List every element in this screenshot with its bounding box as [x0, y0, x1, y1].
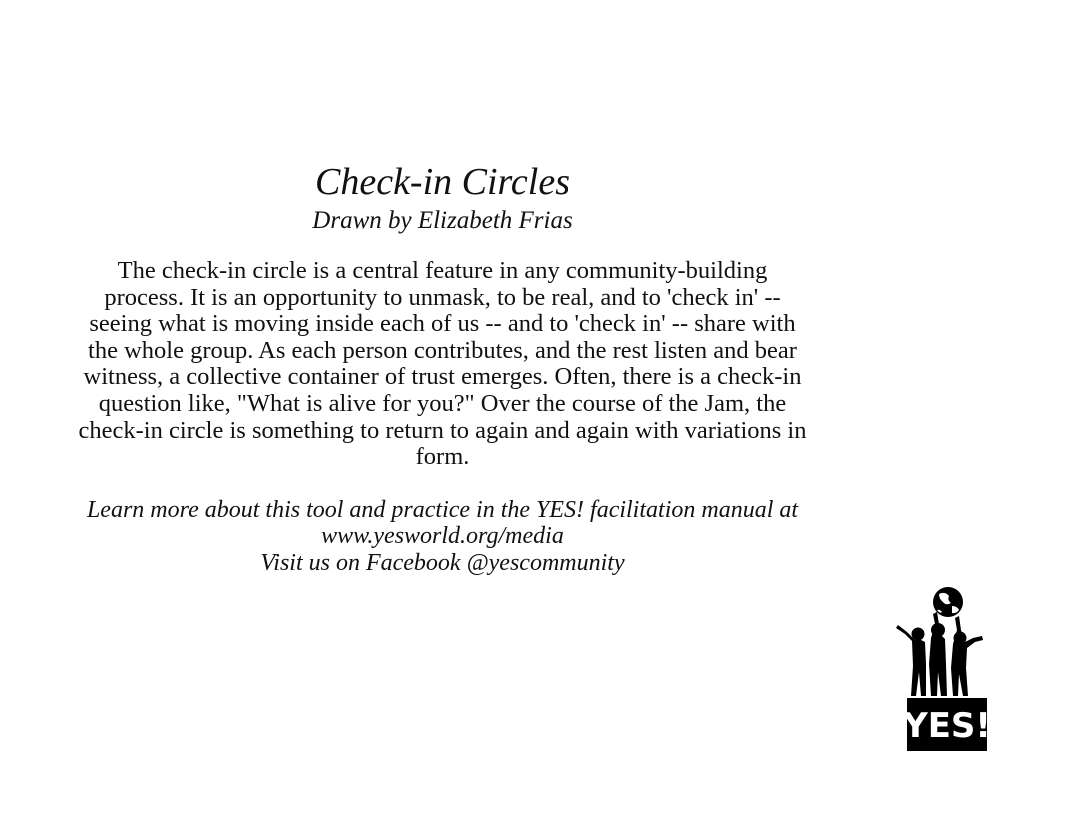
logo-text: YES! [903, 706, 988, 746]
footer-line-manual: Learn more about this tool and practice in the YES! facilitation manual at [86, 496, 799, 523]
body-paragraph: The check-in circle is a central feature in any community-building process. It is an opportunity to unmask, to be real, and to 'check in' -- seeing what is moving inside each of us -- and to 'check in' -- share with the whole group. As each person contributes, and the rest listen and bear witness, a collective container of trust emerges. Often, there is a check-in question like, "What is alive for you?" Over the course of the Jam, the check-in circle is something to return to again and again with variations in form. [78, 257, 807, 471]
globe-icon [933, 587, 963, 617]
yes-logo-icon [893, 584, 988, 754]
people-silhouette-icon [896, 612, 983, 696]
footer-line-facebook: Visit us on Facebook @yescommunity [260, 549, 625, 576]
page-title: Check-in Circles [314, 161, 570, 203]
footer-note [70, 497, 815, 577]
yes-logo [893, 584, 988, 754]
page-subtitle: Drawn by Elizabeth Frias [312, 207, 573, 234]
card-content [70, 158, 815, 576]
footer-line-url: www.yesworld.org/media [321, 523, 564, 550]
